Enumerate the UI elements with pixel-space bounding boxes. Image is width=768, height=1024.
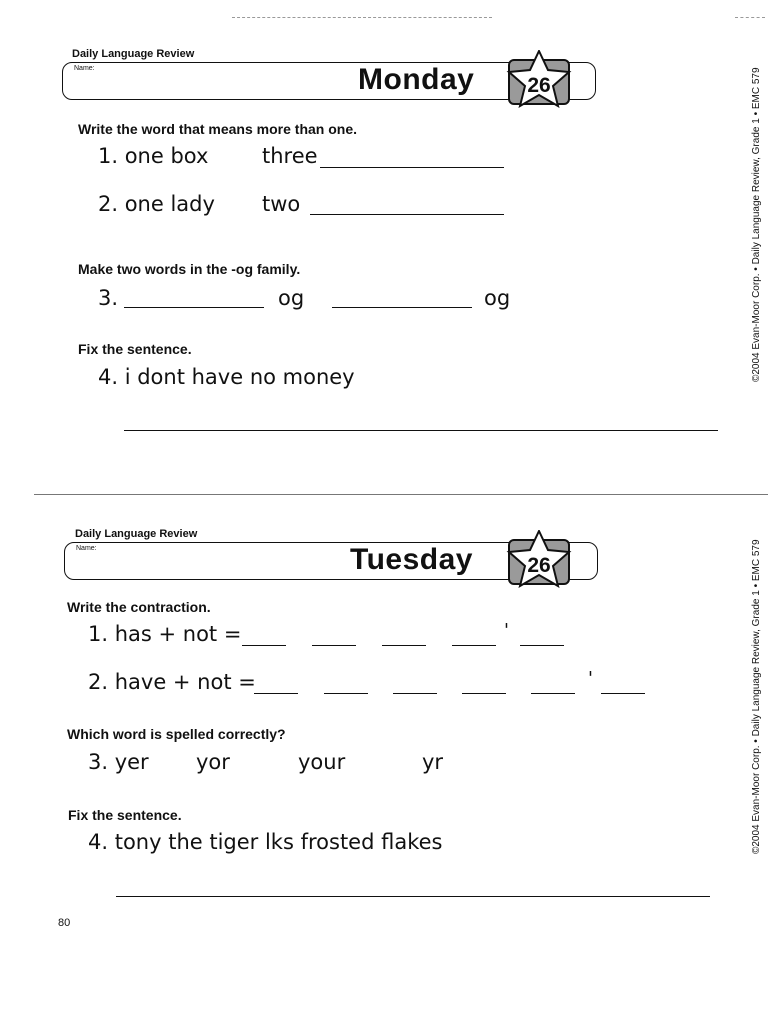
letter-blank[interactable] [382,645,426,646]
answer-blank[interactable] [310,214,504,215]
name-label: Name: [74,65,95,72]
badge-number: 26 [527,74,551,97]
letter-blank[interactable] [393,693,437,694]
scan-mark [735,17,765,18]
og-suffix: og [278,286,305,310]
day-title: Tuesday [350,543,473,576]
apostrophe: ' [504,620,509,641]
og-suffix: og [484,286,511,310]
q1-item1-word: three [262,144,318,168]
star-badge-icon [503,50,573,108]
q3-option-4[interactable]: yr [422,750,444,774]
star-badge [503,50,573,108]
q1-instruction: Write the contraction. [67,599,211,615]
q1-item1: 1. has + not = [88,622,242,646]
name-label: Name: [76,545,97,552]
q3-option-2[interactable]: yor [196,750,230,774]
section-divider [34,494,768,495]
q3-instruction: Fix the sentence. [78,341,192,357]
copyright-text: ©2004 Evan-Moor Corp. • Daily Language Review, Grade 1 • EMC 579 [751,539,762,854]
q1-item1: 1. one box [98,144,209,168]
letter-blank[interactable] [312,645,356,646]
letter-blank[interactable] [242,645,286,646]
q2-instruction: Which word is spelled correctly? [67,726,286,742]
letter-blank[interactable] [324,693,368,694]
letter-blank[interactable] [452,645,496,646]
day-title: Monday [358,63,475,96]
q3-label: 3. [98,286,119,310]
copyright-text: ©2004 Evan-Moor Corp. • Daily Language Review, Grade 1 • EMC 579 [751,67,762,382]
answer-line[interactable] [116,896,710,897]
q3-option-1[interactable]: 3. yer [88,750,149,774]
q4-sentence: 4. i dont have no money [98,365,355,389]
letter-blank[interactable] [531,693,575,694]
q1-instruction: Write the word that means more than one. [78,121,358,137]
letter-blank[interactable] [462,693,506,694]
page-number: 80 [58,917,71,929]
answer-blank[interactable] [320,167,504,168]
letter-blank[interactable] [520,645,564,646]
badge-number: 26 [527,554,551,577]
q1-item2: 2. one lady [98,192,215,216]
letter-blank[interactable] [601,693,645,694]
answer-blank[interactable] [332,307,472,308]
q3-instruction: Fix the sentence. [68,807,182,823]
review-title: Daily Language Review [72,48,195,60]
q3-option-3[interactable]: your [298,750,346,774]
q1-item2-word: two [262,192,301,216]
answer-line[interactable] [124,430,718,431]
answer-blank[interactable] [124,307,264,308]
review-title: Daily Language Review [75,528,198,540]
star-badge-icon [503,530,573,588]
apostrophe: ' [588,668,593,689]
letter-blank[interactable] [254,693,298,694]
q1-item2: 2. have + not = [88,670,256,694]
scan-mark [232,17,492,18]
q4-sentence: 4. tony the tiger lks frosted flakes [88,830,443,854]
star-badge [503,530,573,588]
q2-instruction: Make two words in the -og family. [78,261,301,277]
